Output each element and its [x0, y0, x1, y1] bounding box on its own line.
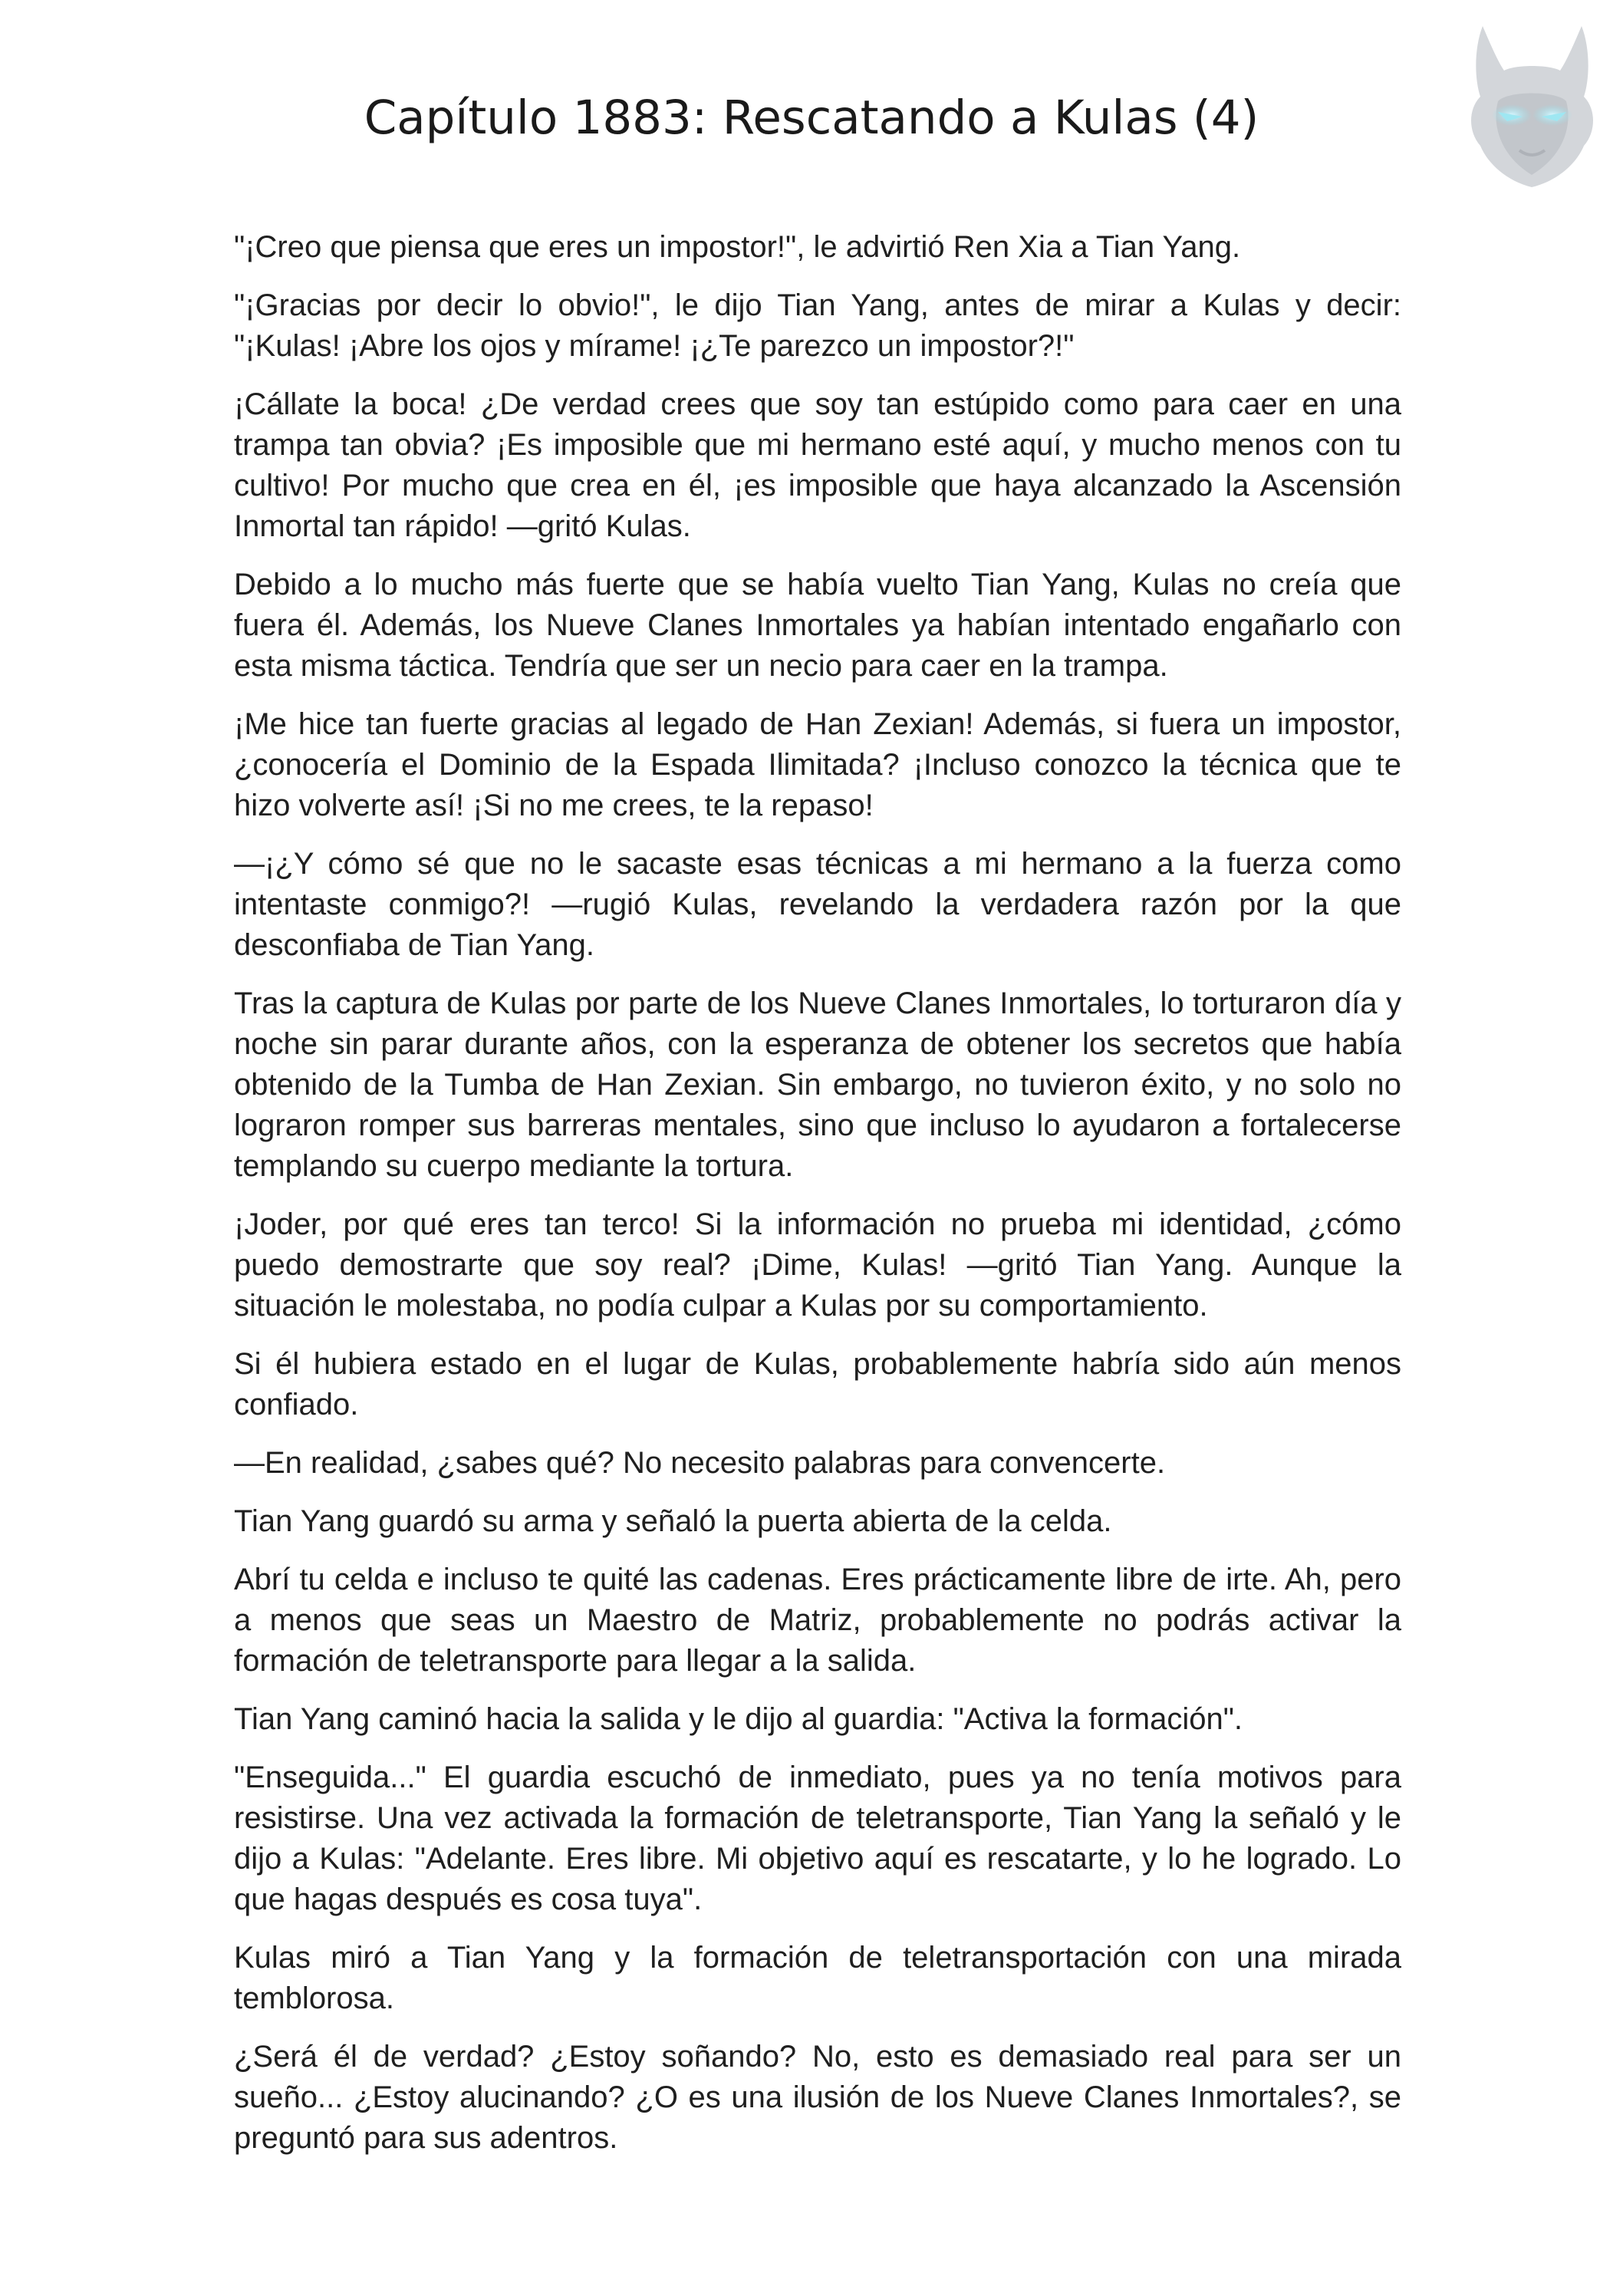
paragraph: "Enseguida..." El guardia escuchó de inmediato, pues ya no tenía motivos para resistirse. Una vez activada la formación de teletransporte, Tian Yang la señaló y le dijo a Kulas: "Adelante. Eres libre. Mi objetivo aquí es rescatarte, y lo he logrado. Lo que hagas después es cosa tuya". — [234, 1761, 1401, 1916]
paragraph: Abrí tu celda e incluso te quité las cadenas. Eres prácticamente libre de irte. Ah, pero a menos que seas un Maestro de Matriz, probablemente no podrás activar la formación de teletransporte para llegar a la salida. — [234, 1563, 1401, 1678]
paragraph: "¡Gracias por decir lo obvio!", le dijo Tian Yang, antes de mirar a Kulas y decir: "¡Kulas! ¡Abre los ojos y mírame! ¡¿Te parezco un impostor?!" — [234, 288, 1401, 363]
paragraph: Kulas miró a Tian Yang y la formación de teletransportación con una mirada temblorosa. — [234, 1941, 1401, 2015]
paragraph: —En realidad, ¿sabes qué? No necesito palabras para convencerte. — [234, 1446, 1166, 1480]
paragraph: ¡Me hice tan fuerte gracias al legado de Han Zexian! Además, si fuera un impostor, ¿conocería el Dominio de la Espada Ilimitada? ¡Incluso conozco la técnica que te hizo volverte así! ¡Si no me crees, te la repaso! — [234, 707, 1401, 822]
paragraph: Tian Yang caminó hacia la salida y le dijo al guardia: "Activa la formación". — [234, 1702, 1243, 1736]
paragraph: Si él hubiera estado en el lugar de Kulas, probablemente habría sido aún menos confiado. — [234, 1347, 1401, 1421]
paragraph: Tras la captura de Kulas por parte de los Nueve Clanes Inmortales, lo torturaron día y noche sin parar durante años, con la esperanza de obtener los secretos que había obtenido de la Tumba de Han Zexian. Sin embargo, no tuvieron éxito, y no solo no lograron romper sus barreras mentales, sino que incluso lo ayudaron a fortalecerse templando su cuerpo mediante la tortura. — [234, 987, 1401, 1183]
chapter-body — [234, 227, 1401, 2176]
paragraph: ¿Será él de verdad? ¿Estoy soñando? No, esto es demasiado real para ser un sueño... ¿Estoy alucinando? ¿O es una ilusión de los Nueve Clanes Inmortales?, se preguntó para sus adentros. — [234, 2040, 1401, 2155]
paragraph: Debido a lo mucho más fuerte que se había vuelto Tian Yang, Kulas no creía que fuera él. Además, los Nueve Clanes Inmortales ya habían intentado engañarlo con esta misma táctica. Tendría que ser un necio para caer en la trampa. — [234, 568, 1401, 683]
paragraph: ¡Joder, por qué eres tan terco! Si la información no prueba mi identidad, ¿cómo puedo demostrarte que soy real? ¡Dime, Kulas! —gritó Tian Yang. Aunque la situación le molestaba, no podía culpar a Kulas por su comportamiento. — [234, 1207, 1401, 1323]
paragraph: "¡Creo que piensa que eres un impostor!", le advirtió Ren Xia a Tian Yang. — [234, 230, 1241, 264]
paragraph: —¡¿Y cómo sé que no le sacaste esas técnicas a mi hermano a la fuerza como intentaste conmigo?! —rugió Kulas, revelando la verdadera razón por la que desconfiaba de Tian Yang. — [234, 847, 1401, 962]
paragraph: ¡Cállate la boca! ¿De verdad crees que soy tan estúpido como para caer en una trampa tan obvia? ¡Es imposible que mi hermano esté aquí, y mucho menos con tu cultivo! Por mucho que crea en él, ¡es imposible que haya alcanzado la Ascensión Inmortal tan rápido! —gritó Kulas. — [234, 387, 1401, 543]
paragraph: Tian Yang guardó su arma y señaló la puerta abierta de la celda. — [234, 1504, 1112, 1538]
chapter-title: Capítulo 1883: Rescatando a Kulas (4) — [364, 91, 1259, 145]
